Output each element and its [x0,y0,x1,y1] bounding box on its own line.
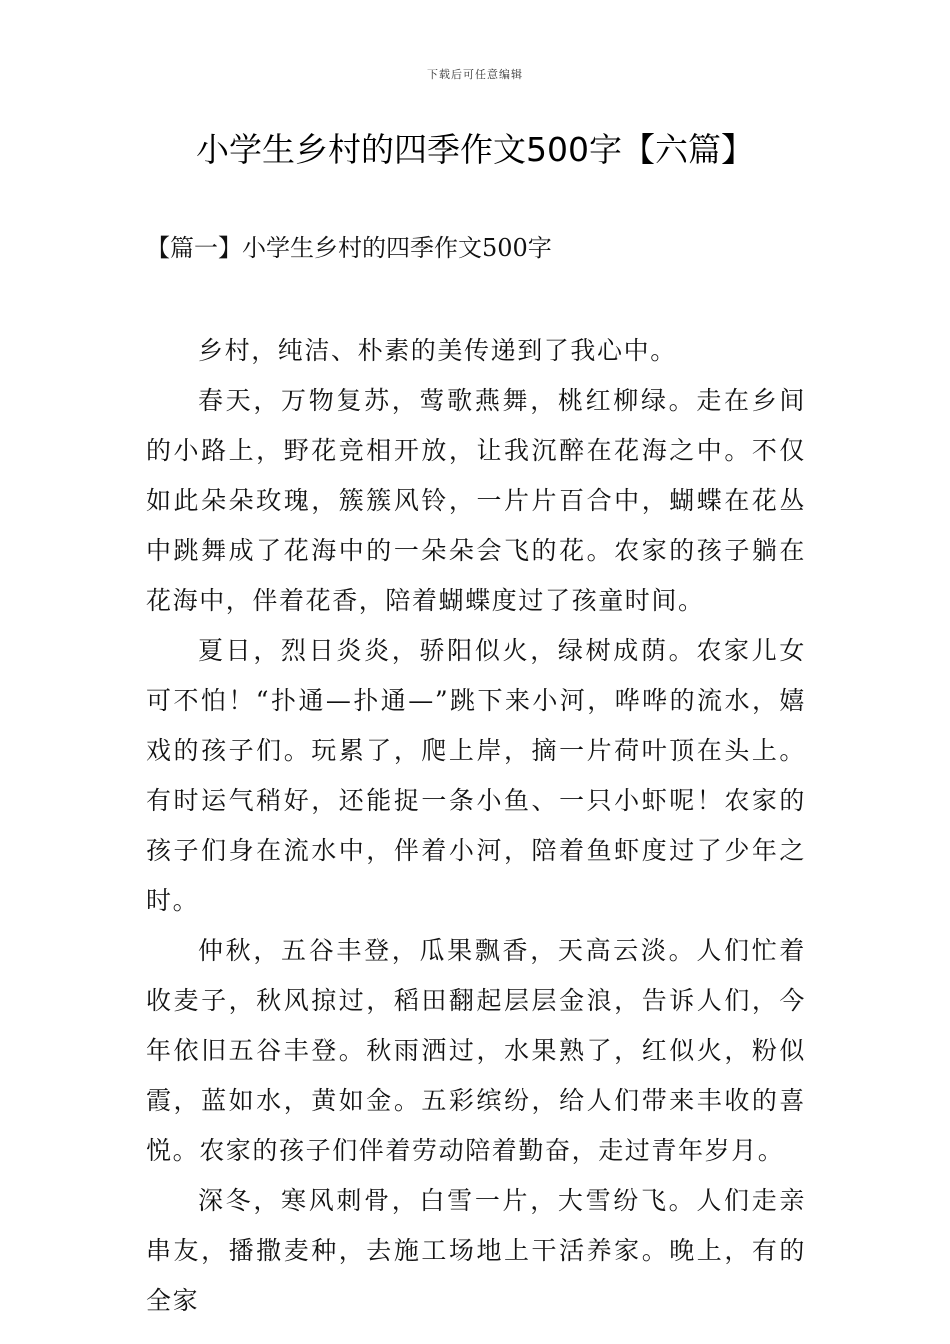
download-note: 下载后可任意编辑 [427,68,523,81]
section-heading: 【篇一】小学生乡村的四季作文500字 [146,234,552,262]
paragraph-winter: 深冬，寒风刺骨，白雪一片，大雪纷飞。人们走亲串友，播撒麦种，去施工场地上干活养家。晚上，有的全家 [146,1186,806,1315]
paragraph-intro: 乡村，纯洁、朴素的美传递到了我心中。 [198,336,677,365]
paragraph-spring: 春天，万物复苏，莺歌燕舞，桃红柳绿。走在乡间的小路上，野花竞相开放，让我沉醉在花海之中。不仅如此朵朵玫瑰，簇簇风铃，一片片百合中，蝴蝶在花丛中跳舞成了花海中的一朵朵会飞的花。农家的孩子躺在花海中，伴着花香，陪着蝴蝶度过了孩童时间。 [146,386,806,615]
paragraph-autumn: 仲秋，五谷丰登，瓜果飘香，天高云淡。人们忙着收麦子，秋风掠过，稻田翻起层层金浪，告诉人们，今年依旧五谷丰登。秋雨洒过，水果熟了，红似火，粉似霞，蓝如水，黄如金。五彩缤纷，给人们带来丰收的喜悦。农家的孩子们伴着劳动陪着勤奋，走过青年岁月。 [146,936,806,1165]
paragraph-summer: 夏日，烈日炎炎，骄阳似火，绿树成荫。农家儿女可不怕！“扑通—扑通—”跳下来小河，哗哗的流水，嬉戏的孩子们。玩累了，爬上岸，摘一片荷叶顶在头上。有时运气稍好，还能捉一条小鱼、一只小虾呢！农家的孩子们身在流水中，伴着小河，陪着鱼虾度过了少年之时。 [146,636,806,915]
document-title: 小学生乡村的四季作文500字【六篇】 [196,130,754,169]
essay-body [146,326,806,1326]
